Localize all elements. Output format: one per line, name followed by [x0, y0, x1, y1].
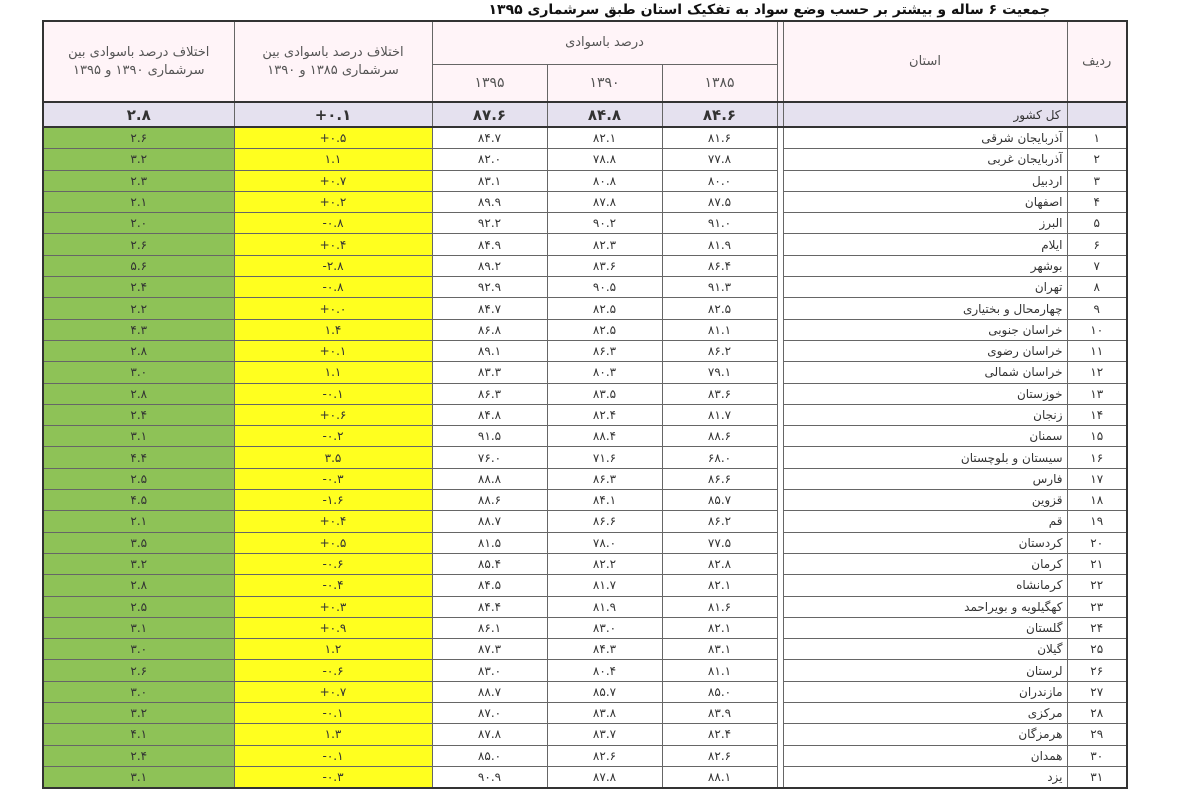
cell-diff-85-90: ۱.۱	[234, 149, 432, 170]
cell-rank: ۱۴	[1067, 404, 1127, 425]
cell-1385: ۸۶.۲	[662, 340, 777, 361]
cell-rank: ۴	[1067, 191, 1127, 212]
cell-gap	[777, 575, 783, 596]
cell-gap	[777, 724, 783, 745]
cell-diff-85-90: ۰.۸-	[234, 213, 432, 234]
table-row	[43, 191, 1127, 212]
total-rank	[1067, 102, 1127, 127]
total-1390: ۸۴.۸	[547, 102, 662, 127]
table-row	[43, 766, 1127, 788]
cell-1390: ۸۳.۶	[547, 255, 662, 276]
cell-diff-90-95: ۳.۱	[43, 617, 234, 638]
cell-1390: ۸۷.۸	[547, 766, 662, 788]
cell-rank: ۶	[1067, 234, 1127, 255]
cell-1395: ۹۲.۹	[432, 277, 547, 298]
cell-diff-85-90: ۰.۸-	[234, 277, 432, 298]
cell-1385: ۸۷.۵	[662, 191, 777, 212]
cell-diff-85-90: ۲.۸-	[234, 255, 432, 276]
cell-province: سیستان و بلوچستان	[783, 447, 1067, 468]
cell-1390: ۸۴.۳	[547, 639, 662, 660]
cell-gap	[777, 617, 783, 638]
cell-province: زنجان	[783, 404, 1067, 425]
table-row	[43, 511, 1127, 532]
table-row	[43, 170, 1127, 191]
cell-diff-90-95: ۴.۴	[43, 447, 234, 468]
cell-diff-85-90: ۰.۹+	[234, 617, 432, 638]
total-name: کل کشور	[783, 102, 1067, 127]
cell-1385: ۸۱.۱	[662, 660, 777, 681]
cell-rank: ۲۱	[1067, 553, 1127, 574]
cell-1385: ۸۶.۶	[662, 468, 777, 489]
cell-1385: ۸۲.۱	[662, 617, 777, 638]
cell-gap	[777, 191, 783, 212]
table-row	[43, 149, 1127, 170]
cell-rank: ۲۷	[1067, 681, 1127, 702]
cell-1395: ۸۱.۵	[432, 532, 547, 553]
cell-1385: ۸۳.۶	[662, 383, 777, 404]
cell-diff-85-90: ۰.۵+	[234, 532, 432, 553]
cell-1390: ۸۶.۳	[547, 468, 662, 489]
cell-gap	[777, 255, 783, 276]
cell-province: همدان	[783, 745, 1067, 766]
cell-rank: ۷	[1067, 255, 1127, 276]
table-row	[43, 298, 1127, 319]
page-title: جمعیت ۶ ساله و بیشتر بر حسب وضع سواد به تفکیک استان طبق سرشماری ۱۳۹۵	[488, 2, 1050, 18]
cell-gap	[777, 553, 783, 574]
cell-diff-90-95: ۲.۶	[43, 127, 234, 149]
cell-1390: ۷۱.۶	[547, 447, 662, 468]
cell-1395: ۹۱.۵	[432, 426, 547, 447]
cell-diff-90-95: ۲.۴	[43, 745, 234, 766]
cell-diff-90-95: ۵.۶	[43, 255, 234, 276]
table-row	[43, 639, 1127, 660]
cell-gap	[777, 660, 783, 681]
cell-gap	[777, 277, 783, 298]
cell-rank: ۲۴	[1067, 617, 1127, 638]
cell-diff-90-95: ۲.۴	[43, 404, 234, 425]
cell-gap	[777, 447, 783, 468]
cell-1395: ۸۸.۷	[432, 681, 547, 702]
cell-1385: ۸۱.۱	[662, 319, 777, 340]
cell-diff-90-95: ۲.۸	[43, 340, 234, 361]
cell-1395: ۸۴.۹	[432, 234, 547, 255]
cell-rank: ۲۹	[1067, 724, 1127, 745]
header-year-1385: ۱۳۸۵	[662, 65, 777, 103]
table-row	[43, 553, 1127, 574]
cell-gap	[777, 298, 783, 319]
cell-diff-90-95: ۲.۶	[43, 234, 234, 255]
cell-diff-90-95: ۴.۵	[43, 490, 234, 511]
table-row	[43, 532, 1127, 553]
cell-1395: ۸۴.۷	[432, 127, 547, 149]
cell-diff-90-95: ۲.۱	[43, 191, 234, 212]
cell-1385: ۸۱.۷	[662, 404, 777, 425]
table-row	[43, 575, 1127, 596]
cell-province: لرستان	[783, 660, 1067, 681]
cell-1395: ۸۴.۵	[432, 575, 547, 596]
cell-1395: ۸۶.۱	[432, 617, 547, 638]
cell-rank: ۲	[1067, 149, 1127, 170]
cell-1395: ۸۵.۴	[432, 553, 547, 574]
cell-1390: ۹۰.۲	[547, 213, 662, 234]
cell-1395: ۹۰.۹	[432, 766, 547, 788]
cell-gap	[777, 596, 783, 617]
cell-diff-90-95: ۳.۱	[43, 426, 234, 447]
total-diff-85-90: ۰.۱+	[234, 102, 432, 127]
cell-diff-85-90: ۰.۶-	[234, 660, 432, 681]
cell-diff-90-95: ۲.۸	[43, 383, 234, 404]
cell-diff-90-95: ۲.۴	[43, 277, 234, 298]
header-diff-90-95: اختلاف درصد باسوادی بین سرشماری ۱۳۹۰ و ۱۳۹۵	[43, 21, 234, 102]
cell-1385: ۷۹.۱	[662, 362, 777, 383]
cell-province: قزوین	[783, 490, 1067, 511]
cell-province: ایلام	[783, 234, 1067, 255]
cell-gap	[777, 404, 783, 425]
cell-1395: ۷۶.۰	[432, 447, 547, 468]
header-year-1390: ۱۳۹۰	[547, 65, 662, 103]
cell-province: آذربایجان غربی	[783, 149, 1067, 170]
cell-province: چهارمحال و بختیاری	[783, 298, 1067, 319]
header-province: استان	[783, 21, 1067, 102]
cell-diff-90-95: ۳.۰	[43, 639, 234, 660]
cell-gap	[777, 149, 783, 170]
cell-1390: ۸۲.۶	[547, 745, 662, 766]
total-1395: ۸۷.۶	[432, 102, 547, 127]
cell-1385: ۶۸.۰	[662, 447, 777, 468]
cell-rank: ۱۶	[1067, 447, 1127, 468]
cell-diff-85-90: ۰.۱+	[234, 340, 432, 361]
cell-1390: ۸۲.۵	[547, 319, 662, 340]
cell-1385: ۸۲.۴	[662, 724, 777, 745]
cell-1395: ۸۹.۱	[432, 340, 547, 361]
table-row	[43, 255, 1127, 276]
cell-diff-90-95: ۴.۳	[43, 319, 234, 340]
cell-1395: ۸۵.۰	[432, 745, 547, 766]
cell-gap	[777, 490, 783, 511]
table-row	[43, 127, 1127, 149]
cell-rank: ۱۲	[1067, 362, 1127, 383]
cell-province: مازندران	[783, 681, 1067, 702]
cell-1385: ۸۰.۰	[662, 170, 777, 191]
cell-1395: ۸۹.۲	[432, 255, 547, 276]
cell-province: کهگیلویه و بویراحمد	[783, 596, 1067, 617]
cell-province: خراسان شمالی	[783, 362, 1067, 383]
table-row	[43, 319, 1127, 340]
cell-1395: ۸۴.۴	[432, 596, 547, 617]
cell-1390: ۷۸.۸	[547, 149, 662, 170]
cell-1385: ۸۳.۱	[662, 639, 777, 660]
cell-gap	[777, 639, 783, 660]
cell-1390: ۸۲.۴	[547, 404, 662, 425]
cell-1385: ۹۱.۳	[662, 277, 777, 298]
cell-1395: ۸۷.۳	[432, 639, 547, 660]
cell-rank: ۳۰	[1067, 745, 1127, 766]
cell-diff-90-95: ۳.۲	[43, 553, 234, 574]
cell-diff-90-95: ۲.۵	[43, 596, 234, 617]
cell-1385: ۸۶.۴	[662, 255, 777, 276]
cell-1395: ۸۳.۱	[432, 170, 547, 191]
cell-diff-90-95: ۳.۲	[43, 703, 234, 724]
cell-1390: ۸۷.۸	[547, 191, 662, 212]
cell-diff-85-90: ۰.۴+	[234, 234, 432, 255]
cell-diff-85-90: ۰.۲-	[234, 426, 432, 447]
cell-1390: ۷۸.۰	[547, 532, 662, 553]
cell-diff-85-90: ۱.۱	[234, 362, 432, 383]
table-row	[43, 703, 1127, 724]
cell-rank: ۲۳	[1067, 596, 1127, 617]
table-row	[43, 234, 1127, 255]
cell-diff-90-95: ۳.۰	[43, 362, 234, 383]
cell-diff-85-90: ۱.۳	[234, 724, 432, 745]
cell-gap	[777, 340, 783, 361]
table-row	[43, 490, 1127, 511]
table-row	[43, 447, 1127, 468]
cell-diff-90-95: ۲.۲	[43, 298, 234, 319]
cell-rank: ۸	[1067, 277, 1127, 298]
cell-diff-85-90: ۰.۷+	[234, 170, 432, 191]
cell-1385: ۸۲.۶	[662, 745, 777, 766]
cell-1385: ۷۷.۸	[662, 149, 777, 170]
cell-gap	[777, 319, 783, 340]
table-row	[43, 362, 1127, 383]
table-row	[43, 724, 1127, 745]
table-row	[43, 404, 1127, 425]
cell-1395: ۸۸.۶	[432, 490, 547, 511]
cell-diff-90-95: ۳.۱	[43, 766, 234, 788]
cell-1385: ۸۵.۷	[662, 490, 777, 511]
cell-diff-90-95: ۲.۸	[43, 575, 234, 596]
cell-province: هرمزگان	[783, 724, 1067, 745]
cell-province: تهران	[783, 277, 1067, 298]
cell-1390: ۸۲.۳	[547, 234, 662, 255]
cell-1390: ۸۱.۷	[547, 575, 662, 596]
cell-province: فارس	[783, 468, 1067, 489]
header-rank: ردیف	[1067, 21, 1127, 102]
cell-rank: ۳	[1067, 170, 1127, 191]
cell-gap	[777, 383, 783, 404]
cell-province: اردبیل	[783, 170, 1067, 191]
cell-province: گیلان	[783, 639, 1067, 660]
cell-1385: ۸۸.۱	[662, 766, 777, 788]
cell-rank: ۱۳	[1067, 383, 1127, 404]
cell-1390: ۸۳.۰	[547, 617, 662, 638]
header-year-1395: ۱۳۹۵	[432, 65, 547, 103]
cell-rank: ۲۰	[1067, 532, 1127, 553]
cell-1390: ۸۰.۴	[547, 660, 662, 681]
cell-diff-85-90: ۰.۴-	[234, 575, 432, 596]
cell-province: البرز	[783, 213, 1067, 234]
cell-diff-90-95: ۲.۶	[43, 660, 234, 681]
cell-1385: ۸۶.۲	[662, 511, 777, 532]
total-1385: ۸۴.۶	[662, 102, 777, 127]
cell-diff-90-95: ۳.۲	[43, 149, 234, 170]
cell-gap	[777, 511, 783, 532]
cell-province: سمنان	[783, 426, 1067, 447]
cell-diff-85-90: ۰.۲+	[234, 191, 432, 212]
cell-1390: ۸۳.۷	[547, 724, 662, 745]
cell-rank: ۲۵	[1067, 639, 1127, 660]
cell-1395: ۸۶.۸	[432, 319, 547, 340]
literacy-table	[42, 20, 1128, 789]
cell-1395: ۸۷.۰	[432, 703, 547, 724]
cell-gap	[777, 362, 783, 383]
cell-gap	[777, 213, 783, 234]
table-row	[43, 383, 1127, 404]
cell-diff-85-90: ۱.۶-	[234, 490, 432, 511]
cell-rank: ۲۸	[1067, 703, 1127, 724]
cell-1395: ۸۶.۳	[432, 383, 547, 404]
cell-gap	[777, 681, 783, 702]
cell-1385: ۹۱.۰	[662, 213, 777, 234]
total-row	[43, 102, 1127, 127]
cell-1385: ۸۸.۶	[662, 426, 777, 447]
cell-diff-90-95: ۲.۱	[43, 511, 234, 532]
cell-1390: ۸۲.۲	[547, 553, 662, 574]
header-gap	[777, 21, 783, 102]
cell-1390: ۸۳.۸	[547, 703, 662, 724]
table-row	[43, 468, 1127, 489]
cell-1395: ۸۳.۰	[432, 660, 547, 681]
cell-1390: ۹۰.۵	[547, 277, 662, 298]
cell-province: بوشهر	[783, 255, 1067, 276]
cell-rank: ۱۸	[1067, 490, 1127, 511]
cell-diff-85-90: ۱.۴	[234, 319, 432, 340]
cell-province: یزد	[783, 766, 1067, 788]
table-row	[43, 660, 1127, 681]
table-row	[43, 596, 1127, 617]
cell-province: خراسان جنوبی	[783, 319, 1067, 340]
cell-1385: ۸۱.۶	[662, 127, 777, 149]
cell-rank: ۵	[1067, 213, 1127, 234]
cell-1385: ۷۷.۵	[662, 532, 777, 553]
cell-province: کرمان	[783, 553, 1067, 574]
cell-diff-85-90: ۰.۶+	[234, 404, 432, 425]
table-row	[43, 213, 1127, 234]
cell-rank: ۱۱	[1067, 340, 1127, 361]
cell-1385: ۸۱.۹	[662, 234, 777, 255]
cell-diff-85-90: ۰.۱-	[234, 383, 432, 404]
cell-1390: ۸۴.۱	[547, 490, 662, 511]
cell-diff-90-95: ۳.۰	[43, 681, 234, 702]
header-literacy-percent: درصد باسوادی	[432, 21, 777, 65]
cell-rank: ۳۱	[1067, 766, 1127, 788]
cell-1390: ۸۶.۳	[547, 340, 662, 361]
cell-gap	[777, 234, 783, 255]
cell-rank: ۱۵	[1067, 426, 1127, 447]
cell-province: کردستان	[783, 532, 1067, 553]
cell-rank: ۱	[1067, 127, 1127, 149]
cell-1395: ۸۸.۷	[432, 511, 547, 532]
cell-1390: ۸۶.۶	[547, 511, 662, 532]
cell-rank: ۱۹	[1067, 511, 1127, 532]
cell-diff-85-90: ۰.۷+	[234, 681, 432, 702]
cell-province: قم	[783, 511, 1067, 532]
cell-rank: ۱۷	[1067, 468, 1127, 489]
cell-1390: ۸۰.۳	[547, 362, 662, 383]
table-row	[43, 617, 1127, 638]
cell-1390: ۸۵.۷	[547, 681, 662, 702]
cell-diff-90-95: ۲.۳	[43, 170, 234, 191]
cell-province: کرمانشاه	[783, 575, 1067, 596]
cell-province: خراسان رضوی	[783, 340, 1067, 361]
table-row	[43, 426, 1127, 447]
cell-diff-85-90: ۰.۴+	[234, 511, 432, 532]
cell-1390: ۸۲.۵	[547, 298, 662, 319]
cell-1390: ۸۰.۸	[547, 170, 662, 191]
cell-1395: ۸۴.۸	[432, 404, 547, 425]
cell-1390: ۸۱.۹	[547, 596, 662, 617]
cell-diff-90-95: ۳.۵	[43, 532, 234, 553]
cell-1395: ۸۹.۹	[432, 191, 547, 212]
cell-diff-85-90: ۰.۱-	[234, 703, 432, 724]
cell-1395: ۸۳.۳	[432, 362, 547, 383]
cell-1385: ۸۱.۶	[662, 596, 777, 617]
table-row	[43, 745, 1127, 766]
cell-1385: ۸۳.۹	[662, 703, 777, 724]
cell-1390: ۸۳.۵	[547, 383, 662, 404]
cell-diff-90-95: ۴.۱	[43, 724, 234, 745]
cell-province: گلستان	[783, 617, 1067, 638]
cell-diff-85-90: ۱.۲	[234, 639, 432, 660]
cell-gap	[777, 468, 783, 489]
cell-1395: ۸۲.۰	[432, 149, 547, 170]
cell-1395: ۸۸.۸	[432, 468, 547, 489]
cell-1385: ۸۵.۰	[662, 681, 777, 702]
cell-rank: ۱۰	[1067, 319, 1127, 340]
cell-province: خوزستان	[783, 383, 1067, 404]
cell-diff-85-90: ۰.۵+	[234, 127, 432, 149]
cell-gap	[777, 745, 783, 766]
cell-gap	[777, 766, 783, 788]
cell-1390: ۸۸.۴	[547, 426, 662, 447]
cell-rank: ۲۲	[1067, 575, 1127, 596]
cell-1385: ۸۲.۱	[662, 575, 777, 596]
cell-province: مرکزی	[783, 703, 1067, 724]
cell-rank: ۲۶	[1067, 660, 1127, 681]
cell-diff-85-90: ۰.۰+	[234, 298, 432, 319]
cell-gap	[777, 703, 783, 724]
cell-gap	[777, 532, 783, 553]
cell-diff-90-95: ۲.۰	[43, 213, 234, 234]
cell-gap	[777, 170, 783, 191]
cell-diff-90-95: ۲.۵	[43, 468, 234, 489]
cell-diff-85-90: ۰.۳-	[234, 766, 432, 788]
cell-1395: ۸۷.۸	[432, 724, 547, 745]
cell-1395: ۹۲.۲	[432, 213, 547, 234]
cell-1385: ۸۲.۸	[662, 553, 777, 574]
cell-gap	[777, 426, 783, 447]
cell-1395: ۸۴.۷	[432, 298, 547, 319]
total-gap	[777, 102, 783, 127]
cell-diff-85-90: ۳.۵	[234, 447, 432, 468]
cell-diff-85-90: ۰.۳-	[234, 468, 432, 489]
cell-province: اصفهان	[783, 191, 1067, 212]
table-row	[43, 681, 1127, 702]
table-row	[43, 277, 1127, 298]
cell-diff-85-90: ۰.۱-	[234, 745, 432, 766]
cell-1390: ۸۲.۱	[547, 127, 662, 149]
table-row	[43, 340, 1127, 361]
cell-province: آذربایجان شرقی	[783, 127, 1067, 149]
header-diff-85-90: اختلاف درصد باسوادی بین سرشماری ۱۳۸۵ و ۱۳۹۰	[234, 21, 432, 102]
cell-1385: ۸۲.۵	[662, 298, 777, 319]
cell-gap	[777, 127, 783, 149]
cell-diff-85-90: ۰.۶-	[234, 553, 432, 574]
total-diff-90-95: ۲.۸	[43, 102, 234, 127]
cell-diff-85-90: ۰.۳+	[234, 596, 432, 617]
cell-rank: ۹	[1067, 298, 1127, 319]
